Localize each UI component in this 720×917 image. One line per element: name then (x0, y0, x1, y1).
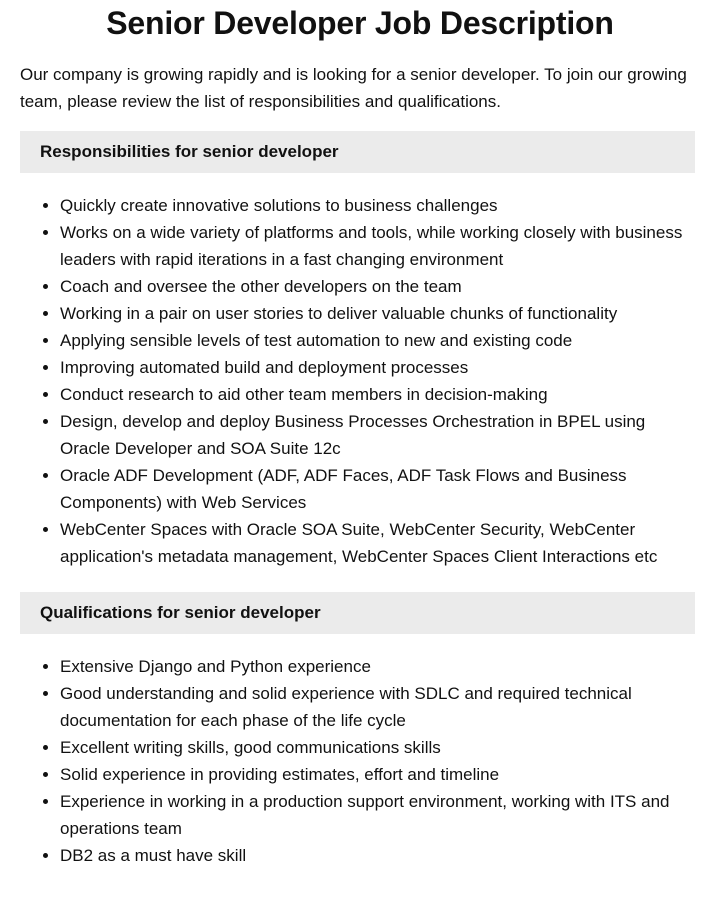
list-item: • Quickly create innovative solutions to business challenges (60, 192, 690, 219)
list-item: • DB2 as a must have skill (60, 842, 690, 869)
list-item: • Working in a pair on user stories to deliver valuable chunks of functionality (60, 300, 690, 327)
list-item: • Experience in working in a production support environment, working with ITS and operations team (60, 788, 690, 842)
list-item: • WebCenter Spaces with Oracle SOA Suite, WebCenter Security, WebCenter application's metadata management, WebCenter Spaces Client Interactions etc (60, 516, 690, 570)
list-item: • Applying sensible levels of test automation to new and existing code (60, 327, 690, 354)
list-item: • Improving automated build and deployment processes (60, 354, 690, 381)
list-item: • Conduct research to aid other team members in decision-making (60, 381, 690, 408)
list-item: • Solid experience in providing estimates, effort and timeline (60, 761, 690, 788)
list-item: • Good understanding and solid experience with SDLC and required technical documentation for each phase of the life cycle (60, 680, 690, 734)
page-title: Senior Developer Job Description (106, 5, 614, 41)
qualifications-list (20, 653, 690, 869)
list-item: • Design, develop and deploy Business Processes Orchestration in BPEL using Oracle Developer and SOA Suite 12c (60, 408, 690, 462)
list-item: • Excellent writing skills, good communications skills (60, 734, 690, 761)
list-item: • Coach and oversee the other developers on the team (60, 273, 690, 300)
responsibilities-list (20, 192, 690, 570)
qualifications-heading: Qualifications for senior developer (20, 592, 695, 634)
list-item: • Works on a wide variety of platforms and tools, while working closely with business leaders with rapid iterations in a fast changing environment (60, 219, 690, 273)
responsibilities-heading: Responsibilities for senior developer (20, 131, 695, 173)
list-item: • Oracle ADF Development (ADF, ADF Faces, ADF Task Flows and Business Components) with Web Services (60, 462, 690, 516)
list-item: • Extensive Django and Python experience (60, 653, 690, 680)
intro-paragraph: Our company is growing rapidly and is looking for a senior developer. To join our growing team, please review the list of responsibilities and qualifications. (20, 65, 687, 111)
